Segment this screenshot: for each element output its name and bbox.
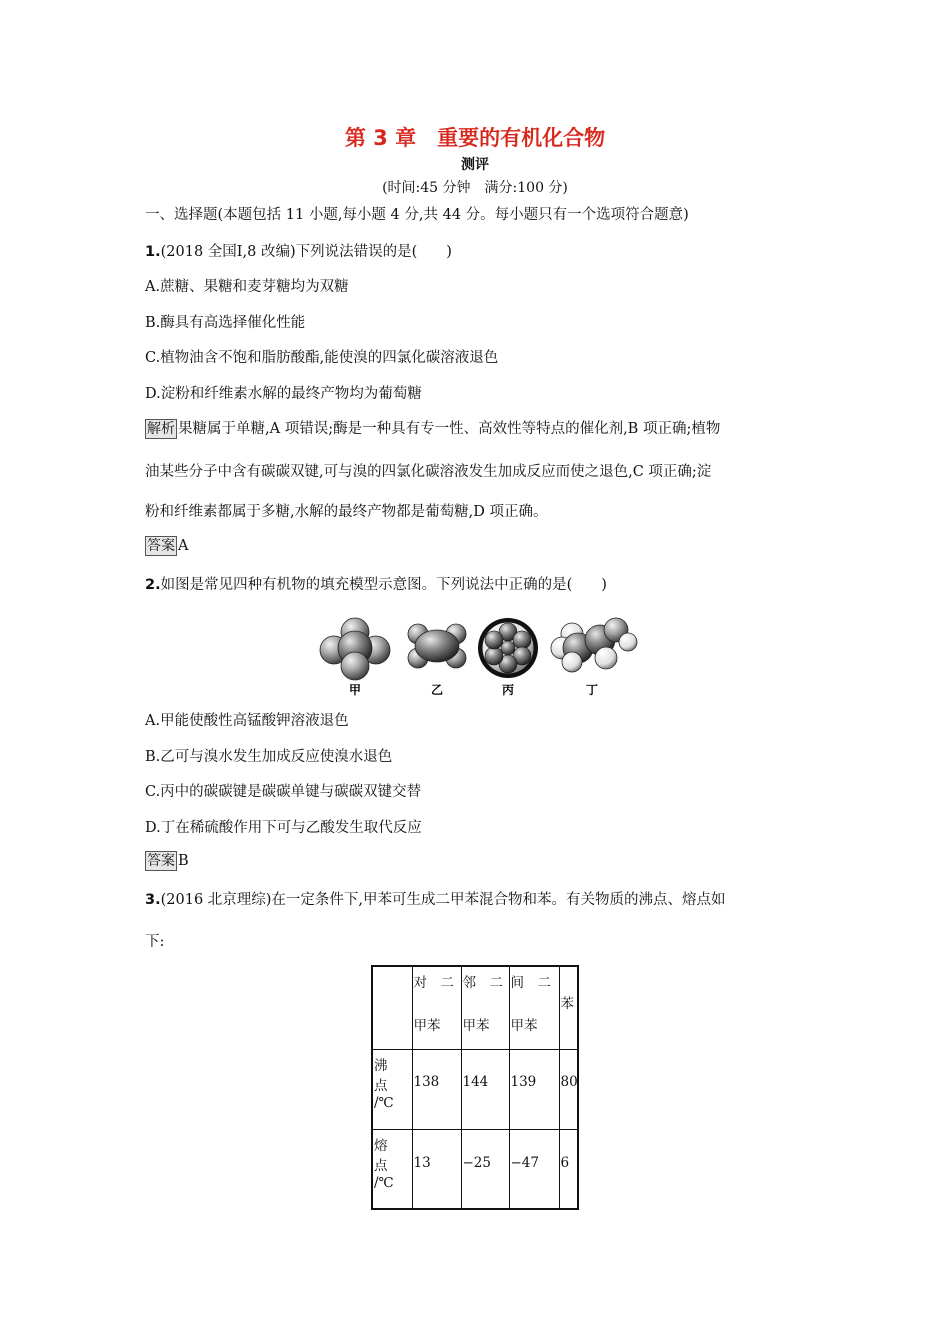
q1-answer <box>145 536 188 556</box>
question-1-stem <box>145 240 452 261</box>
figure-label-jia: 甲 <box>348 683 362 697</box>
exam-meta: (时间:45 分钟 满分:100 分) <box>382 180 568 196</box>
section-heading: 一、选择题(本题包括 11 小题,每小题 4 分,共 44 分。每小题只有一个选项符合题意) <box>145 207 689 223</box>
page-subtitle: 测评 <box>461 157 489 173</box>
page-title: 第 3 章 重要的有机化合物 <box>344 126 606 150</box>
question-number: 2. <box>145 577 161 593</box>
table-header-cell: 邻 二 甲苯 <box>461 966 509 1049</box>
q2-option-c: C.丙中的碳碳键是碳碳单键与碳碳双键交替 <box>145 784 422 800</box>
q1-analysis-line-1 <box>145 417 720 439</box>
answer-tag: 答案 <box>147 853 175 869</box>
q1-option-a: A.蔗糖、果糖和麦芽糖均为双糖 <box>145 279 349 295</box>
answer-value: B <box>178 853 189 869</box>
answer-tag: 答案 <box>147 538 175 554</box>
question-text: (2016 北京理综)在一定条件下,甲苯可生成二甲苯混合物和苯。有关物质的沸点、熔点如 <box>160 892 726 908</box>
analysis-text: 果糖属于单糖,A 项错误;酶是一种具有专一性、高效性等特点的催化剂,B 项正确;植物 <box>178 421 721 437</box>
question-3-stem <box>145 888 726 909</box>
table-row-label: 熔 点 /℃ <box>372 1129 412 1209</box>
table-header-row <box>372 966 578 1049</box>
q1-option-c: C.植物油含不饱和脂肪酸酯,能使溴的四氯化碳溶液退色 <box>145 350 499 366</box>
q2-option-d: D.丁在稀硫酸作用下可与乙酸发生取代反应 <box>145 820 422 836</box>
analysis-tag: 解析 <box>147 421 175 437</box>
ethylene-model <box>408 624 466 668</box>
table-header-cell: 对 二 甲苯 <box>412 966 461 1049</box>
methane-model <box>320 618 390 680</box>
table-cell: 13 <box>412 1129 461 1209</box>
q2-option-b: B.乙可与溴水发生加成反应使溴水退色 <box>145 749 393 765</box>
answer-value: A <box>178 538 189 554</box>
q2-answer <box>145 851 189 871</box>
table-row <box>372 1129 578 1209</box>
boiling-melting-table <box>371 965 579 1210</box>
question-3-stem-cont: 下: <box>145 934 165 950</box>
question-number: 1. <box>145 244 161 260</box>
table-cell: 6 <box>559 1129 578 1209</box>
table-header-cell: 间 二 甲苯 <box>509 966 559 1049</box>
ethanol-model <box>551 618 637 672</box>
question-text: (2018 全国Ⅰ,8 改编)下列说法错误的是( ) <box>160 244 452 260</box>
table-cell: −47 <box>509 1129 559 1209</box>
question-number: 3. <box>145 892 161 908</box>
table-cell: 138 <box>412 1049 461 1129</box>
table-corner-cell <box>372 966 412 1049</box>
q1-option-b: B.酶具有高选择催化性能 <box>145 315 306 331</box>
table-row <box>372 1049 578 1129</box>
q1-option-d: D.淀粉和纤维素水解的最终产物均为葡萄糖 <box>145 386 422 402</box>
q2-option-a: A.甲能使酸性高锰酸钾溶液退色 <box>145 713 349 729</box>
figure-label-yi: 乙 <box>430 683 444 697</box>
table-header-cell: 苯 <box>559 966 578 1049</box>
question-2-stem <box>145 573 607 594</box>
question-text: 如图是常见四种有机物的填充模型示意图。下列说法中正确的是( ) <box>160 577 607 593</box>
q1-analysis-line-3: 粉和纤维素都属于多糖,水解的最终产物都是葡萄糖,D 项正确。 <box>145 504 548 520</box>
molecule-models-figure <box>310 608 640 704</box>
table-row-label: 沸 点 /℃ <box>372 1049 412 1129</box>
table-cell: 139 <box>509 1049 559 1129</box>
benzene-model <box>478 618 538 678</box>
figure-label-ding: 丁 <box>585 683 599 697</box>
table-cell: 144 <box>461 1049 509 1129</box>
table-cell: 80 <box>559 1049 578 1129</box>
figure-label-bing: 丙 <box>501 683 515 697</box>
q1-analysis-line-2: 油某些分子中含有碳碳双键,可与溴的四氯化碳溶液发生加成反应而使之退色,C 项正确;淀 <box>145 464 712 480</box>
table-cell: −25 <box>461 1129 509 1209</box>
